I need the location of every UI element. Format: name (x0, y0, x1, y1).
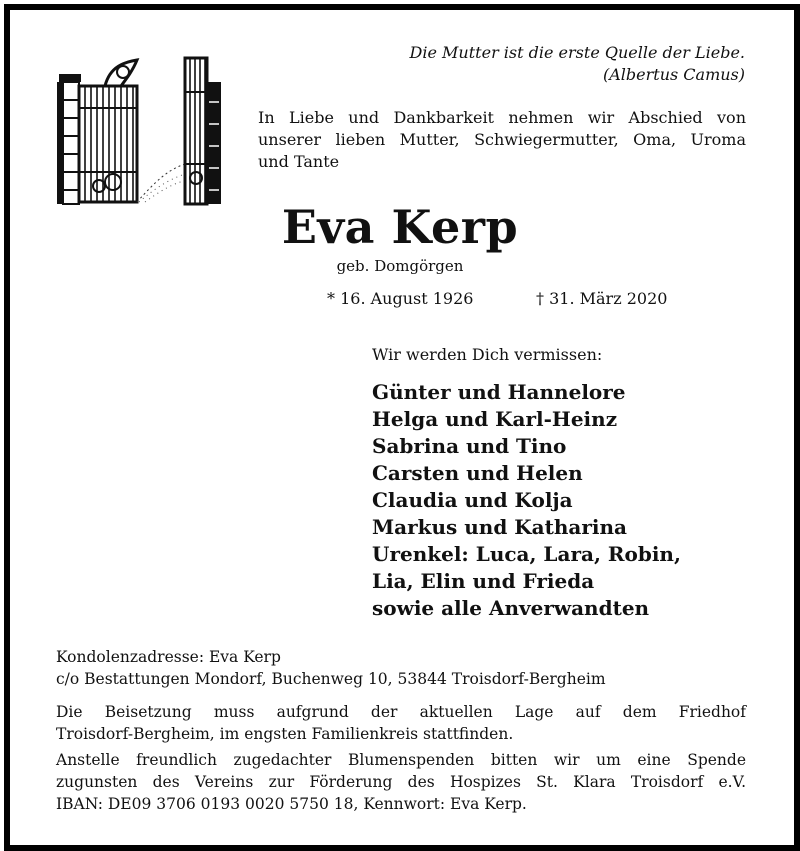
epigraph-author: (Albertus Camus) (602, 65, 745, 84)
intro-line: unserer lieben Mutter, Schwiegermutter, Oma, Uroma (258, 130, 746, 149)
condolence-address (56, 646, 606, 690)
mourner-name: Markus und Katharina (372, 515, 627, 539)
mourners-list (372, 379, 681, 622)
donation-line: zugunsten des Vereins zur Förderung des Hospizes St. Klara Troisdorf e.V. (56, 773, 746, 791)
mourners-heading: Wir werden Dich vermissen: (372, 345, 603, 364)
donation-notice (56, 749, 746, 815)
mourner-name: Claudia und Kolja (372, 488, 573, 512)
condolence-line: c/o Bestattungen Mondorf, Buchenweg 10, 53844 Troisdorf-Bergheim (56, 670, 606, 688)
mourner-name: Carsten und Helen (372, 461, 583, 485)
mourner-name: Lia, Elin und Frieda (372, 569, 595, 593)
mourner-name: Günter und Hannelore (372, 380, 626, 404)
burial-line: Troisdorf-Bergheim, im engsten Familienkreis stattfinden. (56, 725, 514, 743)
epigraph (410, 42, 745, 86)
birth-date: * 16. August 1926 (327, 289, 474, 308)
donation-line: IBAN: DE09 3706 0193 0020 5750 18, Kennwort: Eva Kerp. (56, 795, 527, 813)
donation-line: Anstelle freundlich zugedachter Blumenspenden bitten wir um eine Spende (56, 751, 746, 769)
garden-gate-icon (55, 52, 223, 210)
epigraph-text: Die Mutter ist die erste Quelle der Liebe. (409, 43, 745, 62)
intro-line: In Liebe und Dankbarkeit nehmen wir Abschied von (258, 108, 746, 127)
intro-text (258, 107, 746, 173)
birth-name: geb. Domgörgen (336, 257, 464, 275)
burial-notice (56, 701, 746, 745)
death-date: † 31. März 2020 (536, 289, 668, 308)
deceased-name: Eva Kerp (281, 200, 519, 254)
mourner-name: Helga und Karl-Heinz (372, 407, 618, 431)
burial-line: Die Beisetzung muss aufgrund der aktuellen Lage auf dem Friedhof (56, 703, 746, 721)
condolence-line: Kondolenzadresse: Eva Kerp (56, 648, 281, 666)
mourner-name: sowie alle Anverwandten (372, 596, 650, 620)
mourner-name: Sabrina und Tino (372, 434, 567, 458)
mourner-name: Urenkel: Luca, Lara, Robin, (372, 542, 681, 566)
intro-line: und Tante (258, 152, 340, 171)
